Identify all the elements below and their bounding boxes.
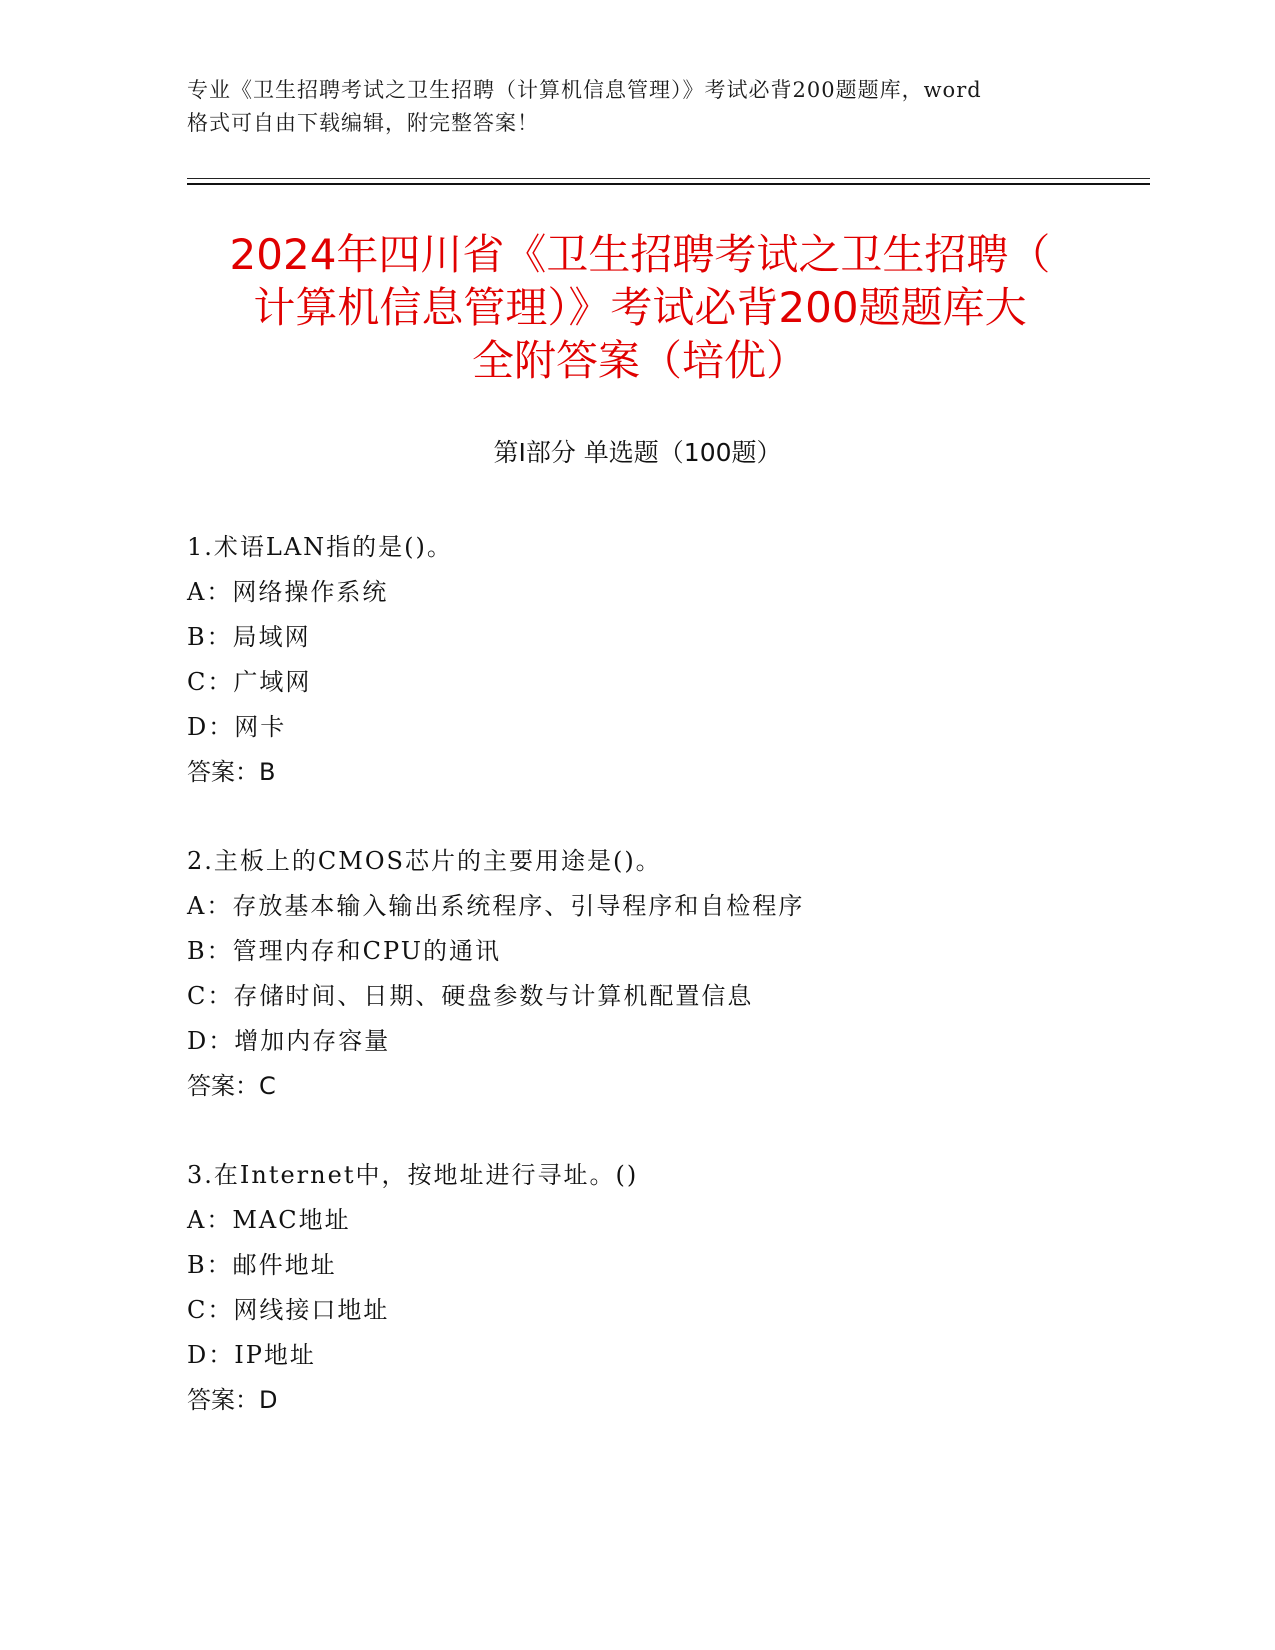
document-title — [160, 228, 1120, 387]
option-b: B：管理内存和CPU的通讯 — [187, 937, 501, 965]
answer-line: 答案：C — [187, 1072, 276, 1100]
header-note-line-2: 格式可自由下载编辑，附完整答案！ — [187, 111, 539, 135]
header-note-line-1: 专业《卫生招聘考试之卫生招聘（计算机信息管理）》考试必背200题题库，word — [187, 78, 982, 102]
option-d: D：IP地址 — [187, 1341, 316, 1369]
option-d: D：网卡 — [187, 713, 287, 741]
header-divider-thin — [187, 178, 1150, 179]
option-c: C：广域网 — [187, 668, 312, 696]
answer-line: 答案：D — [187, 1386, 278, 1414]
option-c: C：网线接口地址 — [187, 1296, 390, 1324]
option-b: B：局域网 — [187, 623, 311, 651]
option-a: A：MAC地址 — [187, 1206, 351, 1234]
document-title-line-1: 2024年四川省《卫生招聘考试之卫生招聘（ — [229, 230, 1051, 279]
question-item — [187, 839, 1137, 1109]
header-note — [187, 74, 1087, 140]
question-item — [187, 525, 1137, 795]
question-item — [187, 1153, 1137, 1423]
section-title: 第Ⅰ部分 单选题（100题） — [493, 438, 782, 467]
option-a: A：网络操作系统 — [187, 578, 389, 606]
document-title-line-3: 全附答案（培优） — [471, 336, 808, 385]
question-list — [187, 525, 1137, 1467]
option-d: D：增加内存容量 — [187, 1027, 391, 1055]
answer-line: 答案：B — [187, 758, 276, 786]
question-stem: 3.在Internet中，按地址进行寻址。() — [187, 1161, 639, 1189]
option-b: B：邮件地址 — [187, 1251, 337, 1279]
document-title-line-2: 计算机信息管理）》考试必背200题题库大 — [253, 283, 1027, 332]
question-stem: 1.术语LAN指的是()。 — [187, 533, 453, 561]
question-stem: 2.主板上的CMOS芯片的主要用途是()。 — [187, 847, 662, 875]
option-a: A：存放基本输入输出系统程序、引导程序和自检程序 — [187, 892, 805, 920]
header-divider-thick — [187, 183, 1150, 185]
option-c: C：存储时间、日期、硬盘参数与计算机配置信息 — [187, 982, 754, 1010]
